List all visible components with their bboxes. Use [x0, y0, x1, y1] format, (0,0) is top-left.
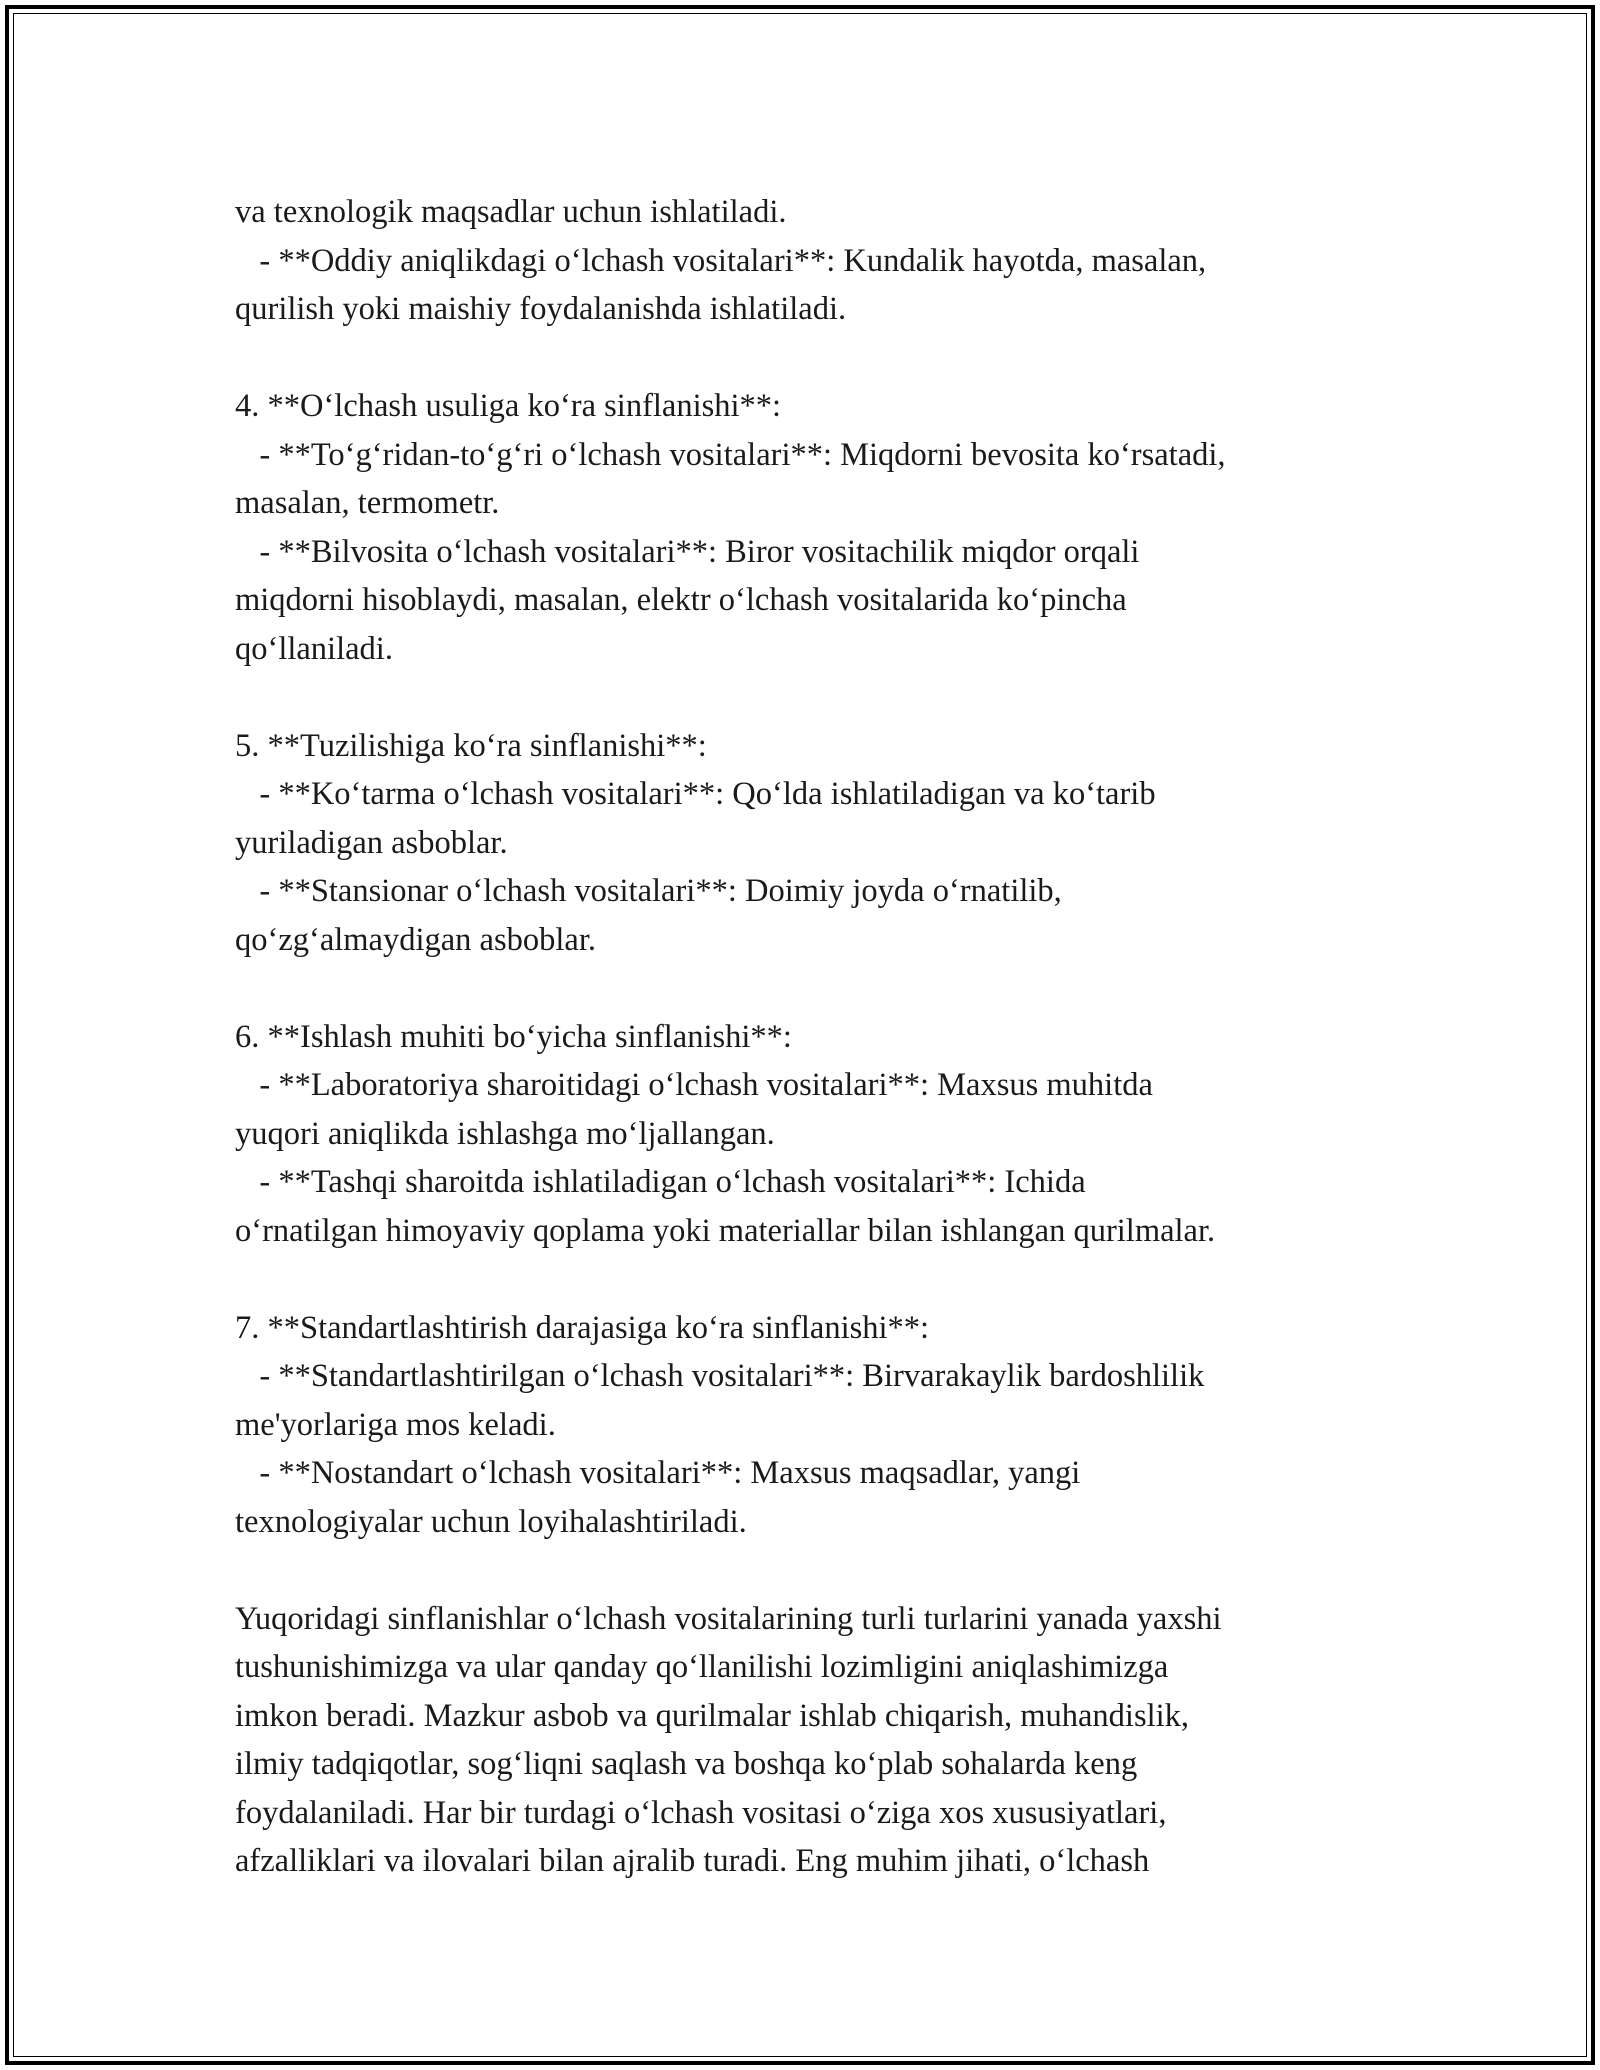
section-heading: 5. **Tuzilishiga ko‘ra sinflanishi**:	[235, 727, 707, 764]
text-line: - **To‘g‘ridan-to‘g‘ri o‘lchash vositalari**: Miqdorni bevosita ko‘rsatadi,	[235, 436, 1226, 473]
text-line: va texnologik maqsadlar uchun ishlatiladi.	[235, 194, 787, 230]
text-line: qo‘llaniladi.	[235, 630, 393, 667]
text-line: qurilish yoki maishiy foydalanishda ishlatiladi.	[235, 291, 847, 327]
text-line: tushunishimizga va ular qanday qo‘llanilishi lozimligini aniqlashimizga	[235, 1649, 1169, 1685]
paragraph-gap	[235, 964, 1365, 1013]
text-line: - **Oddiy aniqlikdagi o‘lchash vositalari**: Kundalik hayotda, masalan,	[235, 242, 1207, 279]
text-line: yuriladigan asboblar.	[235, 824, 508, 861]
text-line: - **Bilvosita o‘lchash vositalari**: Biror vositachilik miqdor orqali	[235, 533, 1140, 570]
paragraph-gap	[235, 1255, 1365, 1304]
text-line: qo‘zg‘almaydigan asboblar.	[235, 921, 596, 958]
text-line: texnologiyalar uchun loyihalashtiriladi.	[235, 1503, 747, 1540]
paragraph-gap	[235, 1546, 1365, 1595]
text-line: - **Standartlashtirilgan o‘lchash vositalari**: Birvarakaylik bardoshlilik	[235, 1358, 1205, 1394]
paragraph-gap	[235, 673, 1365, 722]
section-heading: 7. **Standartlashtirish darajasiga ko‘ra sinflanishi**:	[235, 1309, 930, 1346]
text-line: o‘rnatilgan himoyaviy qoplama yoki materiallar bilan ishlangan qurilmalar.	[235, 1212, 1216, 1249]
section-heading: 6. **Ishlash muhiti bo‘yicha sinflanishi**:	[235, 1018, 792, 1055]
document-body	[235, 188, 1365, 1886]
text-line: - **Nostandart o‘lchash vositalari**: Maxsus maqsadlar, yangi	[235, 1455, 1081, 1491]
text-line: - **Laboratoriya sharoitidagi o‘lchash vositalari**: Maxsus muhitda	[235, 1067, 1153, 1103]
text-line: Yuqoridagi sinflanishlar o‘lchash vositalarining turli turlarini yanada yaxshi	[235, 1600, 1222, 1637]
text-line: yuqori aniqlikda ishlashga mo‘ljallangan.	[235, 1115, 775, 1152]
text-line: ilmiy tadqiqotlar, sog‘liqni saqlash va boshqa ko‘plab sohalarda keng	[235, 1746, 1138, 1782]
text-line: - **Stansionar o‘lchash vositalari**: Doimiy joyda o‘rnatilib,	[235, 873, 1062, 909]
text-line: - **Ko‘tarma o‘lchash vositalari**: Qo‘lda ishlatiladigan va ko‘tarib	[235, 776, 1156, 812]
text-line: miqdorni hisoblaydi, masalan, elektr o‘lchash vositalarida ko‘pincha	[235, 582, 1127, 618]
text-line: masalan, termometr.	[235, 485, 500, 521]
text-line: imkon beradi. Mazkur asbob va qurilmalar ishlab chiqarish, muhandislik,	[235, 1697, 1190, 1734]
paragraph-gap	[235, 334, 1365, 383]
text-line: foydalaniladi. Har bir turdagi o‘lchash vositasi o‘ziga xos xususiyatlari,	[235, 1794, 1167, 1831]
text-line: afzalliklari va ilovalari bilan ajralib turadi. Eng muhim jihati, o‘lchash	[235, 1843, 1150, 1879]
text-line: me'yorlariga mos keladi.	[235, 1406, 556, 1443]
text-line: - **Tashqi sharoitda ishlatiladigan o‘lchash vositalari**: Ichida	[235, 1164, 1086, 1200]
section-heading: 4. **O‘lchash usuliga ko‘ra sinflanishi**:	[235, 388, 782, 424]
